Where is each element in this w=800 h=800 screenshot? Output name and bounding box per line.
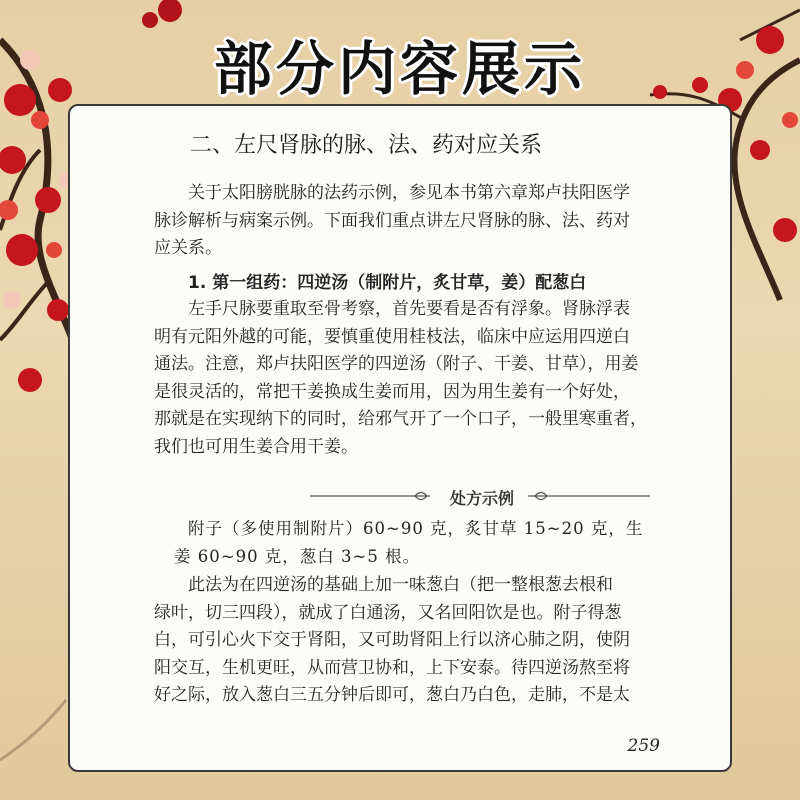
intro-paragraph bbox=[154, 180, 714, 263]
text-line: 姜 60~90 克，葱白 3~5 根。 bbox=[174, 547, 421, 566]
text-line: 关于太阳膀胱脉的法药示例，参见本书第六章郑卢扶阳医学 bbox=[188, 183, 630, 203]
prescription-example bbox=[154, 515, 714, 571]
text-line: 此法为在四逆汤的基础上加一味葱白（把一整根葱去根和 bbox=[188, 575, 613, 595]
subheading: 1. 第一组药：四逆汤（制附片，炙甘草，姜）配葱白 bbox=[188, 273, 587, 293]
text-line: 阳交互，生机更旺，从而营卫协和，上下安泰。待四逆汤熬至将 bbox=[154, 657, 630, 678]
text-line: 绿叶，切三四段），就成了白通汤，又名回阳饮是也。附子得葱 bbox=[154, 602, 622, 623]
text-line: 我们也可用生姜合用干姜。 bbox=[154, 436, 358, 457]
section-heading: 二、左尺肾脉的脉、法、药对应关系 bbox=[190, 133, 543, 158]
banner-title: 部分内容展示 bbox=[213, 35, 586, 103]
text-line: 左手尺脉要重取至骨考察，首先要看是否有浮象。肾脉浮表 bbox=[188, 299, 630, 319]
text-line: 好之际，放入葱白三五分钟后即可，葱白乃白色，走肺，不是太 bbox=[154, 685, 630, 705]
text-line: 通法。注意，郑卢扶阳医学的四逆汤（附子、干姜、甘草），用姜 bbox=[154, 354, 639, 374]
text-line: 附子（多使用制附片）60~90 克，炙甘草 15~20 克，生 bbox=[188, 519, 644, 538]
book-page bbox=[68, 104, 732, 772]
page-number: 259 bbox=[627, 736, 660, 756]
divider-label: 处方示例 bbox=[450, 489, 515, 508]
text-line: 明有元阳外越的可能，要慎重使用桂枝法，临床中应运用四逆白 bbox=[154, 326, 630, 347]
text-line: 白，可引心火下交于肾阳，又可助肾阳上行以济心肺之阴，使阴 bbox=[154, 630, 630, 650]
paragraph-2 bbox=[154, 572, 714, 710]
text-line: 脉诊解析与病案示例。下面我们重点讲左尺肾脉的脉、法、药对 bbox=[154, 210, 630, 231]
text-line: 应关系。 bbox=[154, 238, 222, 258]
text-line: 是很灵活的，常把干姜换成生姜而用，因为用生姜有一个好处， bbox=[154, 381, 630, 402]
prescription-divider bbox=[310, 486, 670, 506]
text-line: 那就是在实现纳下的同时，给邪气开了一个口子，一般里寒重者， bbox=[154, 409, 647, 429]
paragraph-1 bbox=[154, 296, 714, 461]
